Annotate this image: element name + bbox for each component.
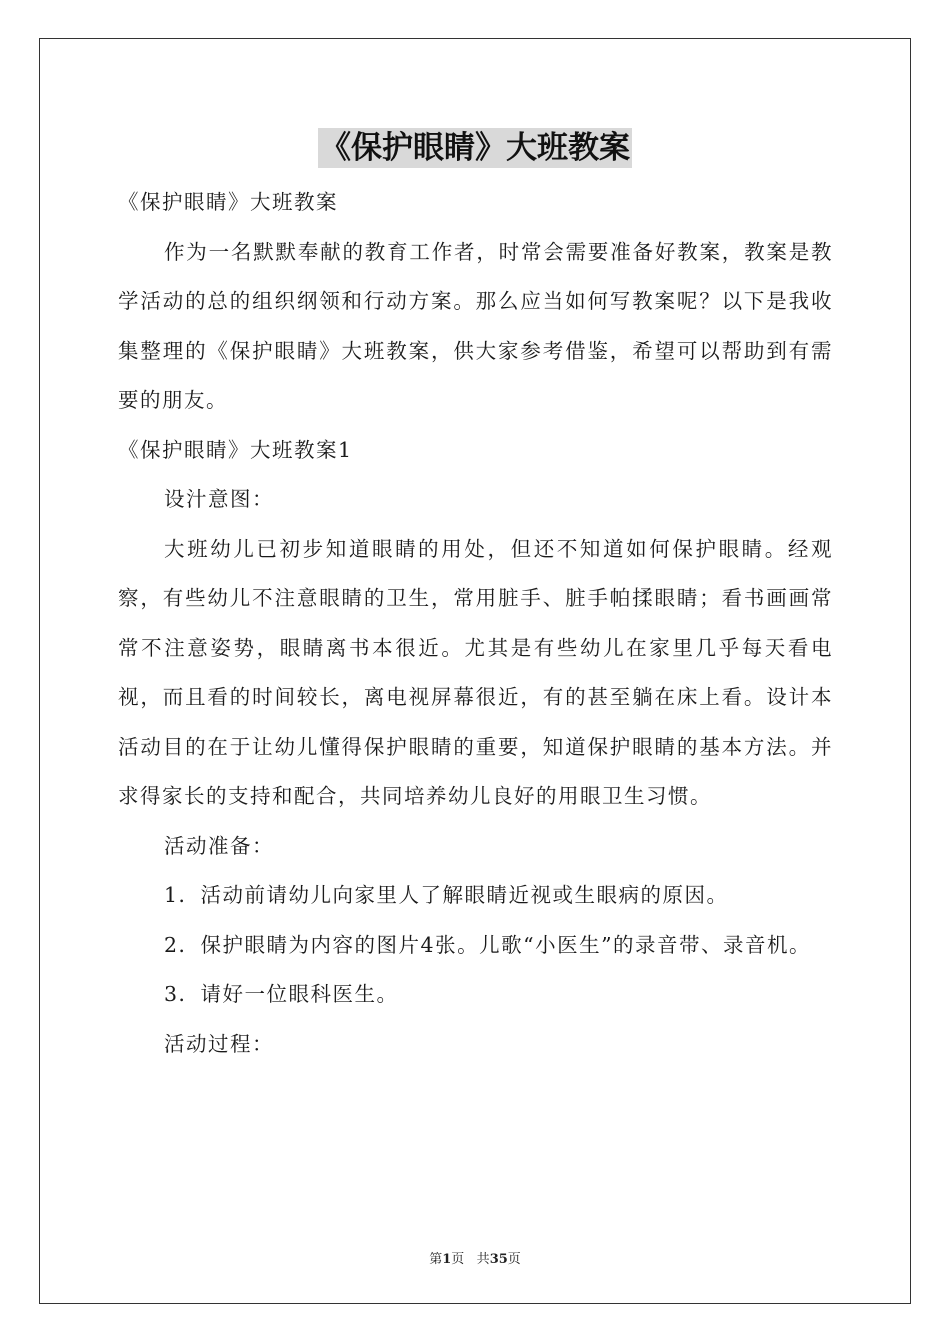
process-heading: 活动过程： xyxy=(164,1031,274,1056)
footer-page-number: 1 xyxy=(442,1252,452,1267)
preparation-item-2: 2．保护眼睛为内容的图片4张。儿歌“小医生”的录音带、录音机。 xyxy=(164,932,812,957)
title-container xyxy=(0,128,950,168)
document-title: 《保护眼睛》大班教案 xyxy=(320,130,630,166)
section-heading: 《保护眼睛》大班教案1 xyxy=(118,437,353,462)
design-intent-paragraph: 大班幼儿已初步知道眼睛的用处，但还不知道如何保护眼睛。经观察，有些幼儿不注意眼睛的卫生，常用脏手、脏手帕揉眼睛；看书画画常常不注意姿势，眼睛离书本很近。尤其是有些幼儿在家里几乎每天看电视，而且看的时间较长，离电视屏幕很近，有的甚至躺在床上看。设计本活动目的在于让幼儿懂得保护眼睛的重要，知道保护眼睛的基本方法。并求得家长的支持和配合，共同培养幼儿良好的用眼卫生习惯。 xyxy=(118,536,833,808)
footer-total-prefix: 共 xyxy=(476,1252,490,1267)
page-footer xyxy=(0,1248,950,1267)
design-intent-heading: 设汁意图： xyxy=(164,487,274,511)
intro-paragraph: 作为一名默默奉献的教育工作者，时常会需要准备好教案，教案是教学活动的总的组织纲领和行动方案。那么应当如何写教案呢？以下是我收集整理的《保护眼睛》大班教案，供大家参考借鉴，希望可以帮助到有需要的朋友。 xyxy=(118,239,833,412)
footer-total-suffix: 页 xyxy=(507,1252,521,1267)
preparation-heading: 活动准备： xyxy=(164,833,274,858)
footer-page-prefix: 第 xyxy=(429,1252,443,1267)
preparation-item-1: 1．活动前请幼儿向家里人了解眼睛近视或生眼病的原因。 xyxy=(164,883,729,907)
document-body xyxy=(118,178,833,1069)
subtitle-line: 《保护眼睛》大班教案 xyxy=(118,190,338,214)
footer-total-pages: 35 xyxy=(489,1252,508,1267)
footer-page-suffix: 页 xyxy=(451,1252,465,1267)
preparation-item-3: 3．请好一位眼科医生。 xyxy=(164,982,399,1006)
